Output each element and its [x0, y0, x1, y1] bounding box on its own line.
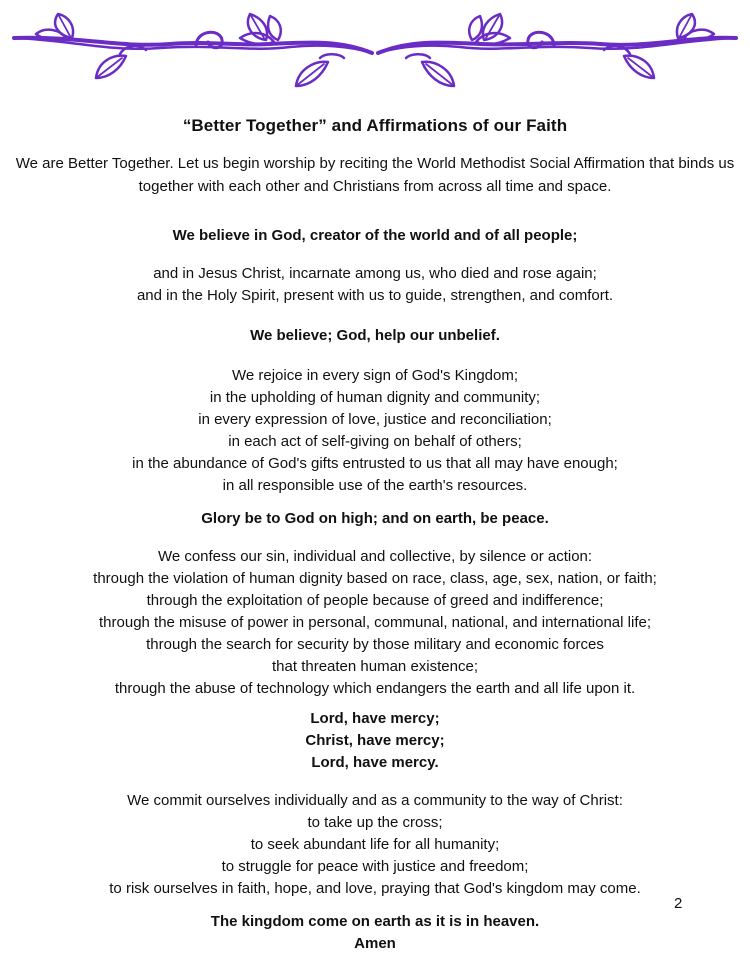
intro-line: together with each other and Christians from across all time and space. — [138, 177, 612, 195]
stanza-line: through the violation of human dignity based on race, class, age, sex, nation, or faith; — [93, 570, 657, 587]
affirmation-response-1 — [0, 225, 750, 247]
affirmation-response-7 — [0, 708, 750, 774]
affirmation-stanza-8 — [0, 790, 750, 900]
page-number: 2 — [674, 895, 683, 912]
stanza-line: We believe in God, creator of the world and of all people; — [172, 227, 578, 244]
stanza-line: in all responsible use of the earth's resources. — [222, 477, 528, 494]
stanza-line: We believe; God, help our unbelief. — [250, 327, 500, 344]
stanza-line: to risk ourselves in faith, hope, and love, praying that God's kingdom may come. — [109, 880, 641, 897]
stanza-line: in the abundance of God's gifts entrusted to us that all may have enough; — [132, 455, 618, 472]
affirmation-response-5 — [0, 508, 750, 530]
vine-leaf-border-icon — [0, 0, 750, 100]
stanza-line: and in Jesus Christ, incarnate among us, who died and rose again; — [153, 265, 597, 282]
affirmation-response-3 — [0, 325, 750, 347]
stanza-line: We rejoice in every sign of God's Kingdom; — [231, 367, 519, 384]
stanza-line: We commit ourselves individually and as a community to the way of Christ: — [127, 792, 623, 809]
affirmation-response-9 — [0, 911, 750, 955]
stanza-line: to struggle for peace with justice and freedom; — [221, 858, 529, 875]
stanza-line: in the upholding of human dignity and community; — [209, 389, 541, 406]
affirmation-stanza-2 — [0, 263, 750, 307]
stanza-line: through the search for security by those military and economic forces — [146, 636, 604, 653]
stanza-line: through the exploitation of people because of greed and indifference; — [146, 592, 604, 609]
stanza-line: and in the Holy Spirit, present with us to guide, strengthen, and comfort. — [136, 287, 614, 304]
stanza-line: Amen — [354, 935, 396, 952]
stanza-line: through the misuse of power in personal, communal, national, and international life; — [99, 614, 651, 631]
stanza-line: to take up the cross; — [307, 814, 443, 831]
stanza-line: in each act of self-giving on behalf of others; — [228, 433, 522, 450]
stanza-line: Christ, have mercy; — [305, 732, 445, 749]
intro-line: We are Better Together. Let us begin worship by reciting the World Methodist Social Affirmation that binds us — [15, 155, 735, 172]
stanza-line: in every expression of love, justice and reconciliation; — [198, 411, 552, 428]
stanza-line: Glory be to God on high; and on earth, be peace. — [201, 510, 549, 527]
intro-paragraph — [10, 153, 740, 198]
affirmation-stanza-4 — [0, 365, 750, 497]
page-title: “Better Together” and Affirmations of our Faith — [182, 116, 568, 135]
affirmation-stanza-6 — [0, 546, 750, 700]
stanza-line: We confess our sin, individual and collective, by silence or action: — [157, 548, 593, 565]
stanza-line: that threaten human existence; — [272, 658, 478, 675]
stanza-line: through the abuse of technology which endangers the earth and all life upon it. — [114, 680, 636, 697]
stanza-line: The kingdom come on earth as it is in heaven. — [210, 913, 540, 930]
stanza-line: Lord, have mercy; — [310, 710, 440, 727]
stanza-line: Lord, have mercy. — [311, 754, 439, 771]
stanza-line: to seek abundant life for all humanity; — [250, 836, 500, 853]
